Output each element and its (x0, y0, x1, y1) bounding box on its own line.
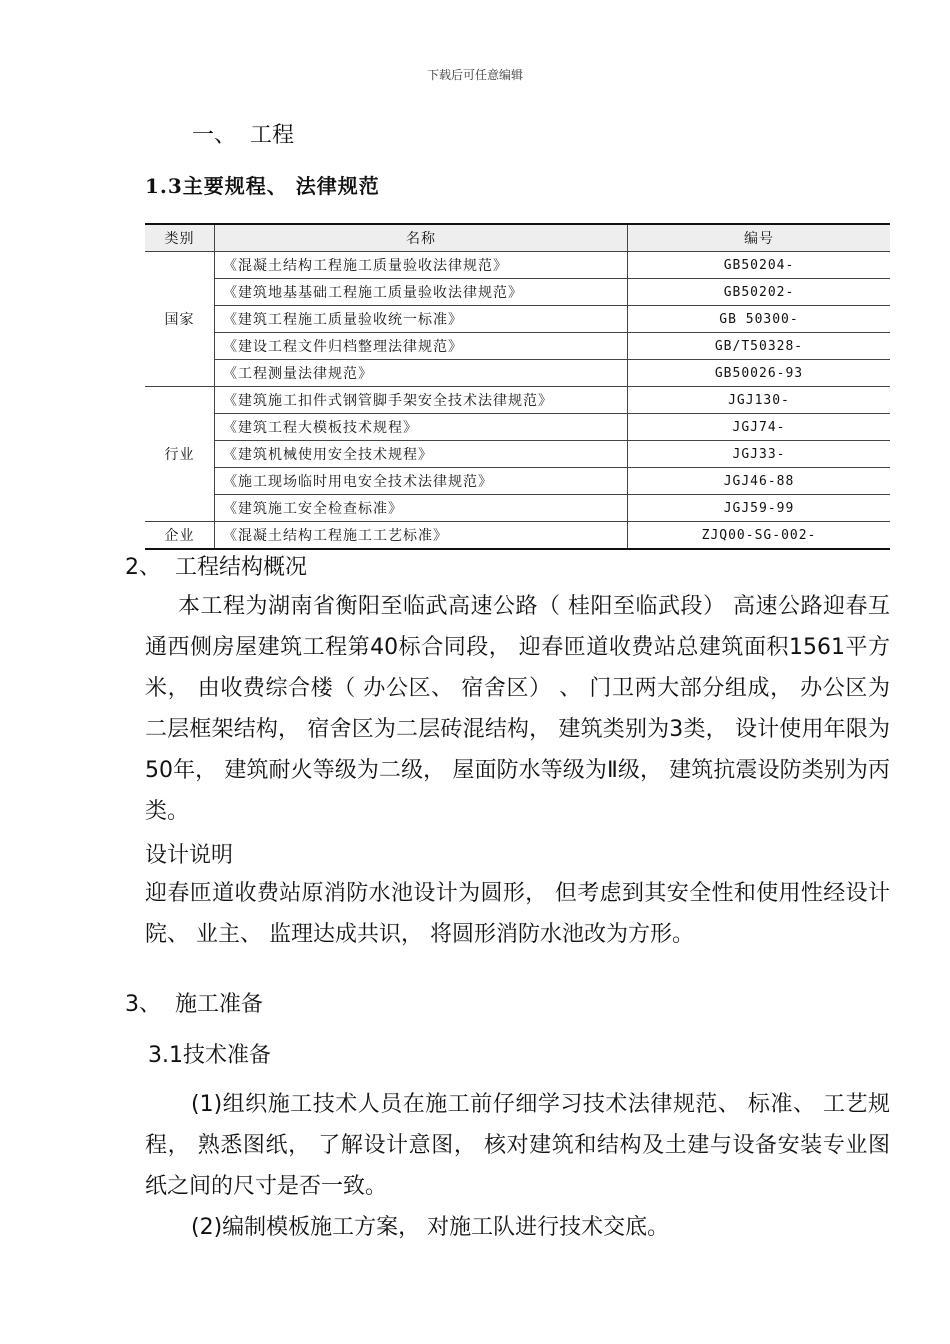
column-header-code: 编号 (628, 224, 891, 252)
tech-prep-item-2: (2)编制模板施工方案， 对施工队进行技术交底。 (191, 1215, 670, 1240)
table-header-row (145, 224, 890, 252)
table-row (145, 279, 890, 306)
regulation-code: GB 50300- (628, 306, 891, 333)
table-row (145, 441, 890, 468)
table-row (145, 333, 890, 360)
regulation-name: 《混凝土结构工程施工质量验收法律规范》 (215, 252, 628, 279)
regulation-code: GB/T50328- (628, 333, 891, 360)
regulation-code: JGJ33- (628, 441, 891, 468)
regulation-code: JGJ59-99 (628, 495, 891, 522)
regulation-code: JGJ130- (628, 387, 891, 414)
regulation-name: 《施工现场临时用电安全技术法律规范》 (215, 468, 628, 495)
design-notes-paragraph: 迎春匝道收费站原消防水池设计为圆形， 但考虑到其安全性和使用性经设计院、 业主、 监理达成共识， 将圆形消防水池改为方形。 (145, 881, 890, 947)
table-row (145, 522, 890, 550)
section-1-title: 一、 工程 (192, 123, 294, 148)
category-cell: 国家 (145, 252, 215, 387)
section-3-1-title: 3.1技术准备 (148, 1043, 271, 1068)
regulation-name: 《建筑工程施工质量验收统一标准》 (215, 306, 628, 333)
regulation-name: 《混凝土结构工程施工工艺标准》 (215, 522, 628, 550)
column-header-category: 类别 (145, 224, 215, 252)
category-cell: 企业 (145, 522, 215, 550)
tech-prep-item-1: (1)组织施工技术人员在施工前仔细学习技术法律规范、 标准、 工艺规程， 熟悉图纸， 了解设计意图， 核对建筑和结构及土建与设备安装专业图纸之间的尺寸是否一致。 (145, 1092, 890, 1199)
table-row (145, 468, 890, 495)
regulation-code: GB50026-93 (628, 360, 891, 387)
column-header-name: 名称 (215, 224, 628, 252)
section-2-title: 2、 工程结构概况 (125, 555, 307, 580)
section-1-3-title: 1.3主要规程、 法律规范 (145, 174, 380, 198)
regulation-name: 《建设工程文件归档整理法律规范》 (215, 333, 628, 360)
regulation-name: 《建筑机械使用安全技术规程》 (215, 441, 628, 468)
table-row (145, 495, 890, 522)
regulation-name: 《建筑施工扣件式钢管脚手架安全技术法律规范》 (215, 387, 628, 414)
regulation-name: 《工程测量法律规范》 (215, 360, 628, 387)
table-row (145, 306, 890, 333)
table-row (145, 387, 890, 414)
regulation-name: 《建筑施工安全检查标准》 (215, 495, 628, 522)
page-header-note: 下载后可任意编辑 (426, 68, 523, 82)
regulation-code: GB50202- (628, 279, 891, 306)
regulation-code: ZJQ00-SG-002- (628, 522, 891, 550)
project-overview-paragraph: 本工程为湖南省衡阳至临武高速公路（ 桂阳至临武段） 高速公路迎春互通西侧房屋建筑工程第40标合同段， 迎春匝道收费站总建筑面积1561平方米， 由收费综合楼（ 办公区、 宿舍区） 、 门卫两大部分组成， 办公区为二层框架结构， 宿舍区为二层砖混结构， 建筑类别为3类， 设计使用年限为50年， 建筑耐火等级为二级， 屋面防水等级为Ⅱ级， 建筑抗震设防类别为丙类。 (145, 594, 890, 824)
design-notes-heading: 设计说明 (145, 843, 234, 868)
regulation-code: JGJ74- (628, 414, 891, 441)
table-row (145, 360, 890, 387)
regulation-code: GB50204- (628, 252, 891, 279)
category-cell: 行业 (145, 387, 215, 522)
regulation-name: 《建筑地基基础工程施工质量验收法律规范》 (215, 279, 628, 306)
table-row (145, 252, 890, 279)
regulation-code: JGJ46-88 (628, 468, 891, 495)
regulation-name: 《建筑工程大模板技术规程》 (215, 414, 628, 441)
regulations-table (145, 223, 890, 550)
section-3-title: 3、 施工准备 (125, 992, 263, 1017)
table-row (145, 414, 890, 441)
